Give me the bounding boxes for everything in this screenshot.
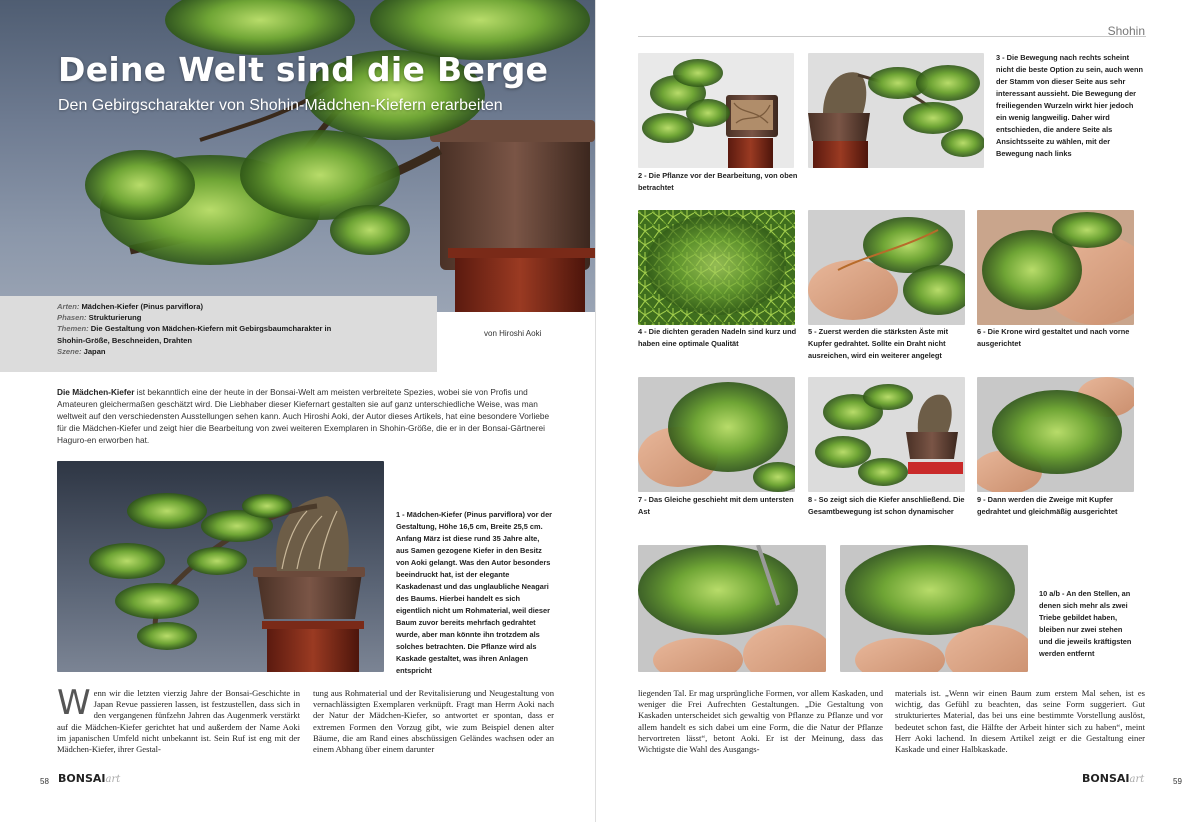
info-species: Arten: Mädchen-Kiefer (Pinus parviflora) xyxy=(57,302,204,311)
photo-9-image xyxy=(977,377,1134,492)
caption-8: 8 - So zeigt sich die Kiefer anschließend. Die Gesamtbewegung ist schon dynamischer xyxy=(808,495,965,516)
caption-4: 4 - Die dichten geraden Nadeln sind kurz und haben eine optimale Qualität xyxy=(638,327,797,348)
photo-3 xyxy=(808,53,984,168)
article-title: Deine Welt sind die Berge xyxy=(58,50,549,89)
hero-photo xyxy=(0,0,595,312)
photo-1-image xyxy=(57,461,384,672)
info-box xyxy=(0,296,437,372)
info-topics: Themen: Die Gestaltung von Mädchen-Kiefern mit Gebirgsbaumcharakter in xyxy=(57,324,332,334)
body-column-4: materials ist. „Wenn wir einen Baum zum erstem Mal sehen, ist es wichtig, das Gefühl zu beachten, das seine Form suggeriert. Gut strukturiertes Material, das bei uns eine bestimmte Vorstellung auslöst, bedeutet schon fast, die Hälfte der Arbeit hinter sich zu haben“, meint Herr Aoki lachend. In diesem Artikel zeigt er die Gestaltung einer Kaskade und einer Halbkaskade. xyxy=(895,688,1145,755)
photo-10a xyxy=(638,545,826,672)
caption-1: 1 - Mädchen-Kiefer (Pinus parviflora) vor der Gestaltung, Höhe 16,5 cm, Breite 25,5 cm. Anfang März ist diese rund 35 Jahre alte, aus Samen gezogene Kiefer in den Besitz von Aoki gelangt. Was den Autor besonders beeindruckt hat, ist der elegante Kaskadenast und das unglaubliche Neagari des Baums. Hierbei handelt es sich eigentlich nicht um Rohmaterial, weil dieser Baum zuvor bereits mehrfach gedrahtet wurde, aber man könnte ihn trotzdem als solches betrachten. Die Pflanze wird als Kaskade gestaltet, was ihren Anlagen entspricht xyxy=(396,510,553,675)
caption-6: 6 - Die Krone wird gestaltet und nach vorne ausgerichtet xyxy=(977,327,1130,348)
photo-4-image xyxy=(638,210,795,325)
photo-6-image xyxy=(977,210,1134,325)
body-column-1: Wenn wir die letzten vierzig Jahre der Bonsai-Geschichte in Japan Revue passieren lassen, ist festzustellen, dass sich in den vergangenen fünfzehn Jahren das Augenmerk verstärkt auf die Mädchen-Kiefer gerichtet hat und außerdem der Name Aoki im japanischen Umfeld nicht unbekannt ist. Sein Ruf ist eng mit der Mädchen-Kiefer, ihrer Gestal- xyxy=(57,683,300,755)
left-page xyxy=(0,0,595,822)
caption-9: 9 - Dann werden die Zweige mit Kupfer gedrahtet und gleichmäßig ausgerichtet xyxy=(977,495,1118,516)
photo-1 xyxy=(57,461,384,672)
photo-8-image xyxy=(808,377,965,492)
page-number-right: 59 xyxy=(1173,777,1182,786)
magazine-logo-left: BONSAIart xyxy=(58,772,121,785)
photo-5 xyxy=(808,210,965,325)
caption-10: 10 a/b - An den Stellen, an denen sich mehr als zwei Triebe gebildet haben, bleiben nur zwei stehen und die jeweils kräftigsten werden entfernt xyxy=(1039,589,1132,658)
photo-5-image xyxy=(808,210,965,325)
photo-6 xyxy=(977,210,1134,325)
info-scene: Szene: Japan xyxy=(57,346,106,356)
photo-10b xyxy=(840,545,1028,672)
section-rule xyxy=(638,36,1146,37)
caption-3: 3 - Die Bewegung nach rechts scheint nicht die beste Option zu sein, auch wenn der Stamm von dieser Seite aus sehr interessant aussieht. Die Bewegung der freiliegenden Wurzeln wirkt hier jedoch ein wenig langweilig. Daher wird entschieden, die andere Seite als Ansichtsseite zu wählen, mit der Bewegung nach links xyxy=(996,53,1144,158)
page-number-left: 58 xyxy=(40,777,49,786)
photo-10a-image xyxy=(638,545,826,672)
photo-3-image xyxy=(808,53,984,168)
body-column-2: tung aus Rohmaterial und der Revitalisierung und Neugestaltung von vernachlässigten Exemplaren verknüpft. Fragt man Herrn Aoki nach der Natur der Mädchen-Kiefer, so antwortet er spontan, dass er extremen Formen den Vorzug gibt, wie zum Beispiel denen alter Bäume, die am Rand eines abschüssigen Geländes wachsen oder an einem Abhang über einem darunter xyxy=(313,688,554,755)
caption-5: 5 - Zuerst werden die stärksten Äste mit Kupfer gedrahtet. Sollte ein Draht nicht ausreichen, wird ein weiterer angelegt xyxy=(808,327,949,360)
magazine-logo-right: BONSAIart xyxy=(1082,772,1145,785)
photo-7-image xyxy=(638,377,795,492)
info-phase: Phasen: Strukturierung xyxy=(57,313,142,323)
author-byline: von Hiroshi Aoki xyxy=(484,329,542,338)
photo-7 xyxy=(638,377,795,492)
photo-10b-image xyxy=(840,545,1028,672)
intro-paragraph: Die Mädchen-Kiefer ist bekanntlich eine der heute in der Bonsai-Welt am meisten verbreitete Spezies, wobei sie von Profis und Amateuren gleichermaßen geschätzt wird. Die Liebhaber dieser Kiefernart gestalten sie auf ganz unterschiedliche Weise, was man weltweit auf den verschiedensten Ausstellungen sehen kann. Auch Hiroshi Aoki, der Autor dieses Artikels, hat eine besondere Vorliebe für die Mädchen-Kiefer und zeigt hier die Bearbeitung von zwei weiteren Exemplaren in Shohin-Größe, die er in der Bonsai-Gärtnerei Haguro-en erworben hat. xyxy=(57,387,550,445)
photo-2 xyxy=(638,53,794,168)
article-subtitle: Den Gebirgscharakter von Shohin-Mädchen-Kiefern erarbeiten xyxy=(58,97,503,114)
photo-9 xyxy=(977,377,1134,492)
section-label: Shohin xyxy=(1107,24,1145,38)
right-page xyxy=(596,0,1191,822)
body-column-3: liegenden Tal. Er mag ursprüngliche Formen, vor allem Kaskaden, und weniger die Frei Aufrechten Gestaltungen. „Die Gestaltung von Kaskaden unterscheidet sich gewaltig von Pflanze zu Pflanze und vor allem handelt es sich dabei um eine Form, die die Natur der Pflanze hervortreten lässt“, betont Aoki. Er ist der Meinung, dass das Wichtigste die Wahl des Ausgangs- xyxy=(638,688,883,755)
photo-4 xyxy=(638,210,795,325)
caption-7: 7 - Das Gleiche geschieht mit dem untersten Ast xyxy=(638,495,794,516)
photo-8 xyxy=(808,377,965,492)
photo-2-image xyxy=(638,53,794,168)
info-topics-cont: Shohin-Größe, Beschneiden, Drahten xyxy=(57,335,193,345)
caption-2: 2 - Die Pflanze vor der Bearbeitung, von oben betrachtet xyxy=(638,171,798,192)
hero-pine-image xyxy=(0,0,595,312)
